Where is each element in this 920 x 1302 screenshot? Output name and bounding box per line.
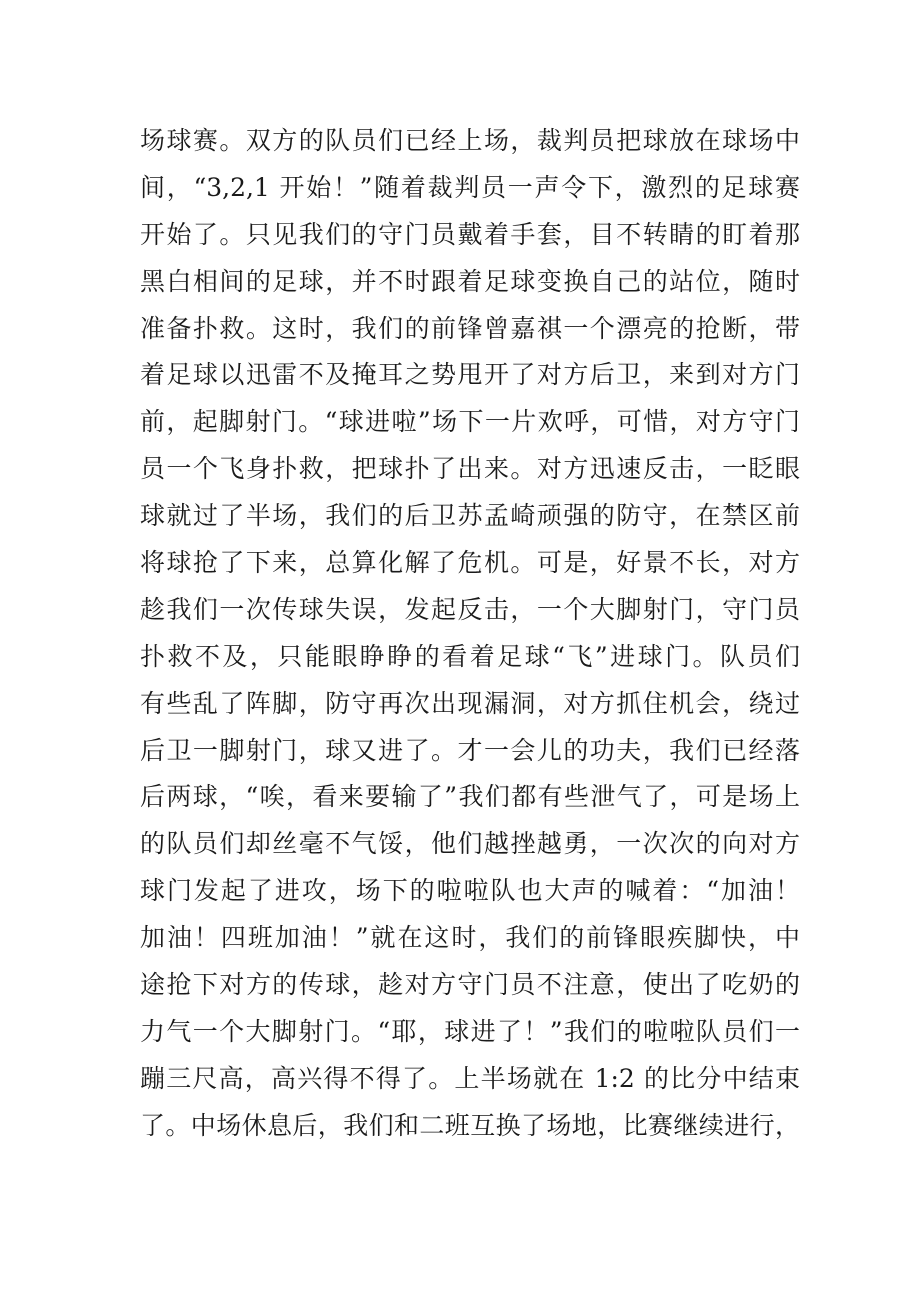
text-line-10: 将球抢了下来，总算化解了危机。可是，好景不长，对方	[140, 548, 800, 578]
text-line-1: 场球赛。双方的队员们已经上场，裁判员把球放在球场中	[140, 126, 800, 155]
text-line-6: 着足球以迅雷不及掩耳之势甩开了对方后卫，来到对方门	[140, 360, 800, 390]
text-line-5: 准备扑救。这时，我们的前锋曾嘉祺一个漂亮的抢断，带	[140, 313, 800, 343]
text-line-12: 扑救不及，只能眼睁睁的看着足球“飞”进球门。队员们	[140, 641, 800, 671]
text-line-13: 有些乱了阵脚，防守再次出现漏洞，对方抓住机会，绕过	[140, 688, 800, 718]
text-line-8: 员一个飞身扑救，把球扑了出来。对方迅速反击，一眨眼	[140, 454, 800, 484]
text-line-19: 途抢下对方的传球，趁对方守门员不注意，使出了吃奶的	[140, 970, 800, 1000]
text-line-14: 后卫一脚射门，球又进了。才一会儿的功夫，我们已经落	[140, 735, 800, 765]
text-line-15: 后两球，“唉，看来要输了”我们都有些泄气了，可是场上	[140, 782, 800, 812]
text-line-2: 间，“3,2,1 开始！”随着裁判员一声令下，激烈的足球赛	[140, 172, 800, 202]
text-line-22: 了。中场休息后，我们和二班互换了场地，比赛继续进行，	[140, 1110, 800, 1140]
text-line-4: 黑白相间的足球，并不时跟着足球变换自己的站位，随时	[140, 266, 800, 296]
text-line-18: 加油！四班加油！”就在这时，我们的前锋眼疾脚快，中	[140, 923, 800, 953]
body-paragraph	[140, 118, 800, 1150]
text-line-11: 趁我们一次传球失误，发起反击，一个大脚射门，守门员	[140, 594, 800, 624]
text-line-16: 的队员们却丝毫不气馁，他们越挫越勇，一次次的向对方	[140, 829, 800, 859]
text-line-3: 开始了。只见我们的守门员戴着手套，目不转睛的盯着那	[140, 219, 800, 249]
text-line-7: 前，起脚射门。“球进啦”场下一片欢呼，可惜，对方守门	[140, 407, 800, 437]
text-line-20: 力气一个大脚射门。“耶，球进了！”我们的啦啦队员们一	[140, 1016, 800, 1046]
text-line-17: 球门发起了进攻，场下的啦啦队也大声的喊着：“加油！	[140, 876, 800, 906]
text-line-21: 蹦三尺高，高兴得不得了。上半场就在 1:2 的比分中结束	[140, 1063, 800, 1093]
text-line-9: 球就过了半场，我们的后卫苏孟崎顽强的防守，在禁区前	[140, 501, 800, 531]
